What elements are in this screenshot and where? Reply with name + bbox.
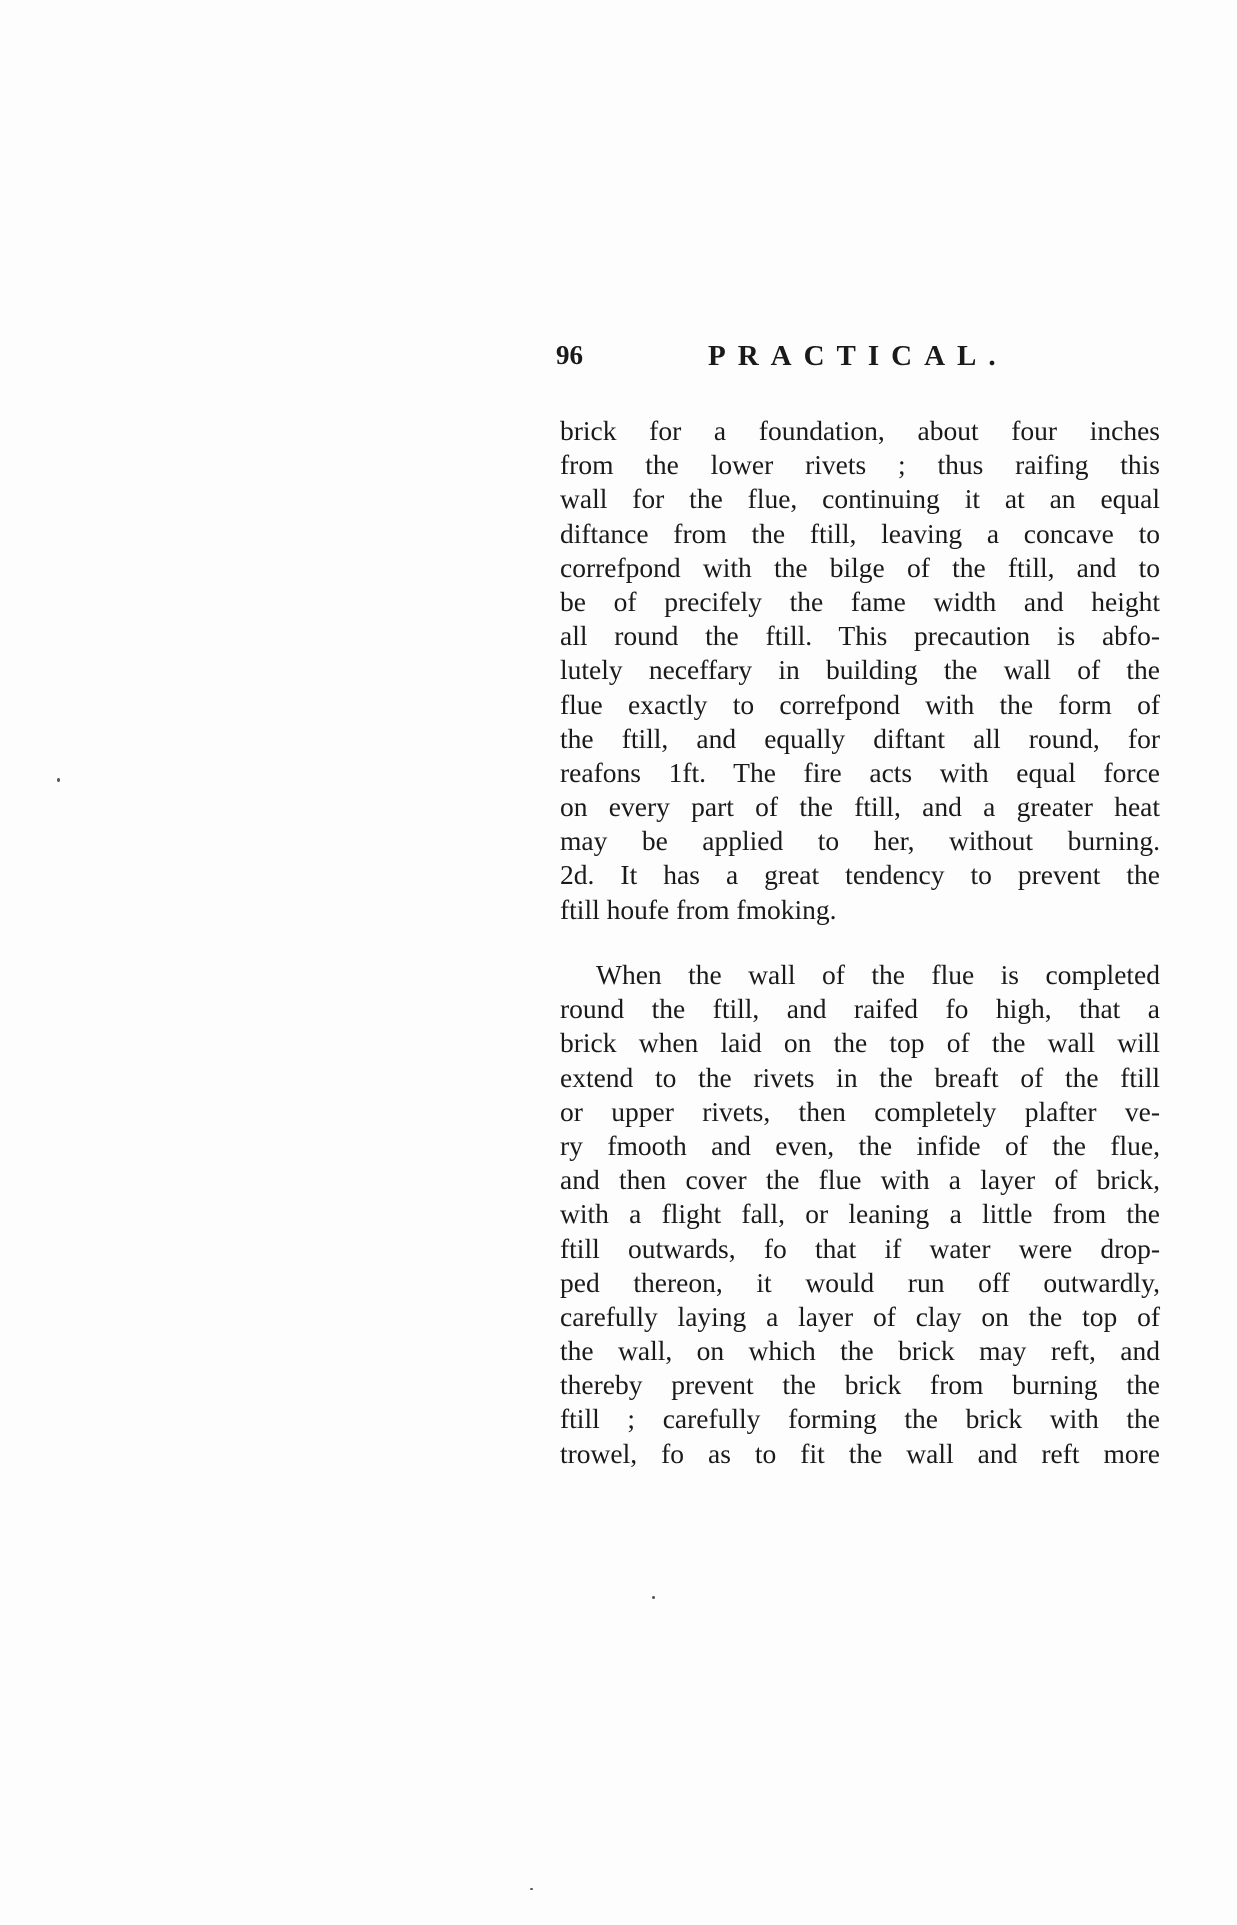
text-line: 2d. It has a great tendency to prevent the — [560, 859, 1160, 891]
text-line: lutely neceffary in building the wall of the — [560, 654, 1160, 686]
text-line: reafons 1ft. The fire acts with equal force — [560, 756, 1160, 788]
text-line: ry fmooth and even, the infide of the flue, — [560, 1129, 1160, 1161]
paper-speck — [57, 778, 60, 782]
text-line: flue exactly to correfpond with the form of — [560, 688, 1160, 720]
paper-speck — [530, 1888, 533, 1890]
text-line: ftill houfe from fmoking. — [560, 893, 837, 925]
text-line: ftill ; carefully forming the brick with the — [560, 1403, 1160, 1435]
paragraph-1 — [560, 414, 1160, 927]
text-line: round the ftill, and raifed fo high, that a — [560, 993, 1160, 1025]
text-line: trowel, fo as to fit the wall and reft more — [560, 1437, 1160, 1469]
text-line: When the wall of the flue is completed — [596, 959, 1160, 990]
page-number: 96 — [556, 340, 583, 370]
text-line: on every part of the ftill, and a greater heat — [560, 791, 1160, 823]
text-line: with a flight fall, or leaning a little from the — [560, 1198, 1160, 1230]
text-line: brick when laid on the top of the wall will — [560, 1027, 1160, 1059]
text-line: the ftill, and equally diftant all round, for — [560, 722, 1160, 754]
text-line: wall for the flue, continuing it at an equal — [560, 483, 1160, 515]
text-line: extend to the rivets in the breaft of the ftill — [560, 1061, 1160, 1093]
text-line: brick for a foundation, about four inches — [560, 415, 1160, 446]
running-title: PRACTICAL. — [708, 340, 1008, 372]
text-line: from the lower rivets ; thus raifing this — [560, 449, 1160, 481]
text-line: ped thereon, it would run off outwardly, — [560, 1266, 1160, 1298]
running-head — [556, 340, 1086, 380]
text-line: be of precifely the fame width and height — [560, 585, 1160, 617]
text-line: or upper rivets, then completely plafter ve- — [560, 1095, 1160, 1127]
text-line: carefully laying a layer of clay on the top of — [560, 1300, 1160, 1332]
text-line: correfpond with the bilge of the ftill, and to — [560, 551, 1160, 583]
text-line: the wall, on which the brick may reft, and — [560, 1335, 1160, 1367]
text-line: and then cover the flue with a layer of brick, — [560, 1164, 1160, 1196]
paragraph-2 — [560, 958, 1160, 1471]
text-line: may be applied to her, without burning. — [560, 825, 1160, 857]
paper-speck — [652, 1596, 655, 1599]
text-line: all round the ftill. This precaution is abfo- — [560, 620, 1160, 652]
text-line: diftance from the ftill, leaving a concave to — [560, 517, 1160, 549]
text-line: thereby prevent the brick from burning the — [560, 1369, 1160, 1401]
text-line: ftill outwards, fo that if water were drop- — [560, 1232, 1160, 1264]
